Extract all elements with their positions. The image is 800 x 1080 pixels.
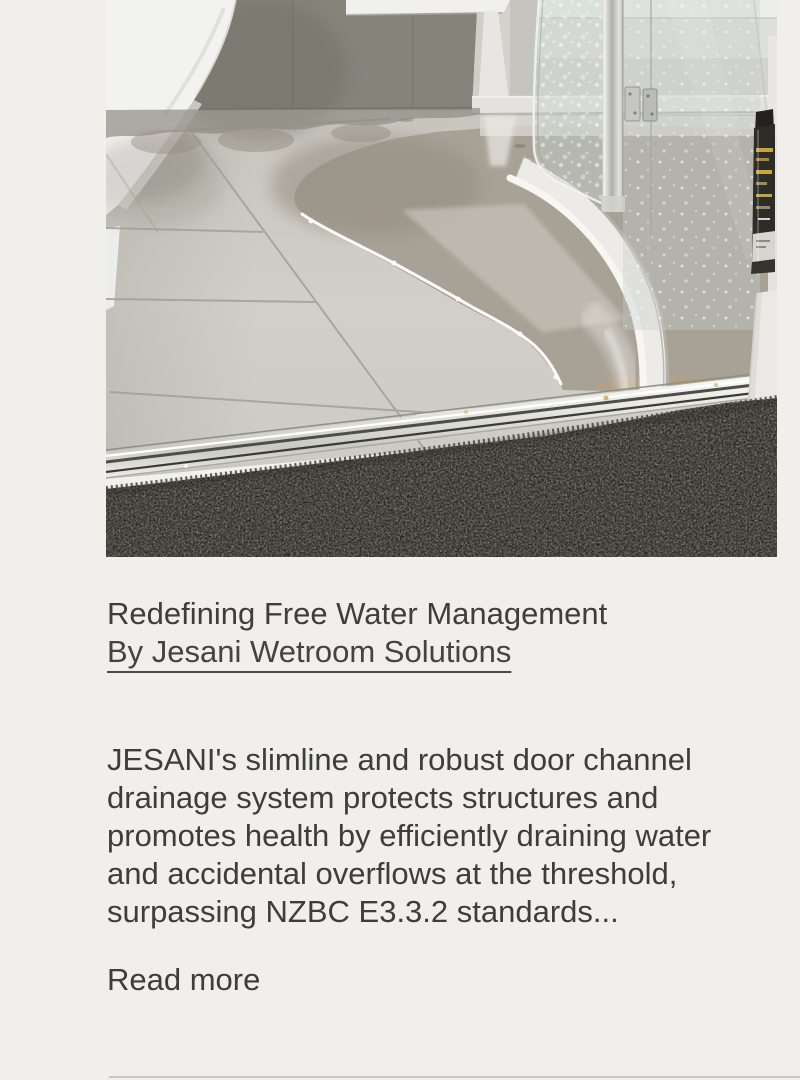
shower-side-glass bbox=[623, 0, 772, 330]
section-divider bbox=[109, 1076, 800, 1078]
excerpt-line: surpassing NZBC E3.3.2 standards... bbox=[107, 894, 619, 929]
spray-bottle bbox=[751, 109, 775, 274]
article-excerpt bbox=[107, 741, 711, 931]
excerpt-line: JESANI's slimline and robust door channel bbox=[107, 742, 692, 777]
article-image bbox=[106, 0, 777, 557]
shower-frame bbox=[601, 0, 625, 212]
excerpt-line: drainage system protects structures and bbox=[107, 780, 659, 815]
excerpt-line: and accidental overflows at the threshold, bbox=[107, 856, 678, 891]
article-title: Redefining Free Water Management bbox=[107, 596, 608, 631]
read-more-link[interactable]: Read more bbox=[107, 962, 261, 997]
bathroom-wetroom-photo bbox=[106, 0, 777, 557]
article-byline-link[interactable]: By Jesani Wetroom Solutions bbox=[107, 634, 512, 669]
shower-door-glass bbox=[534, 0, 603, 204]
excerpt-line: promotes health by efficiently draining water bbox=[107, 818, 712, 853]
